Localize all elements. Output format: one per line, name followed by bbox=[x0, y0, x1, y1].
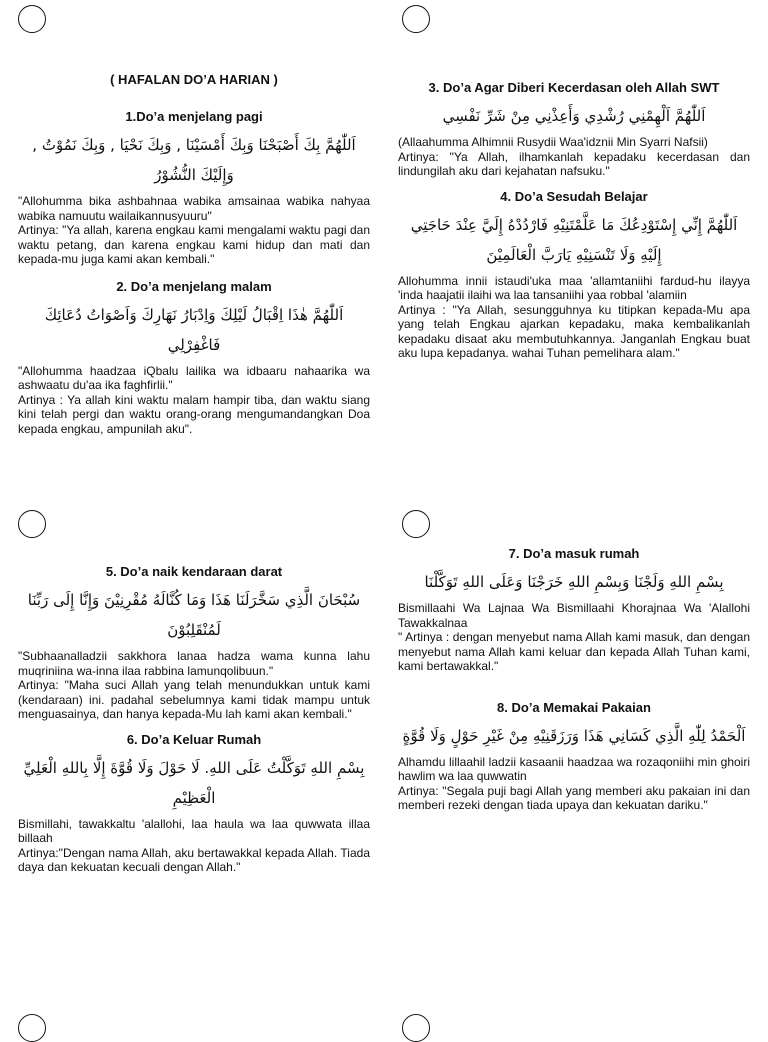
section-title: 6. Do’a Keluar Rumah bbox=[126, 731, 262, 747]
column-top-right bbox=[398, 80, 750, 361]
section-8 bbox=[398, 700, 750, 813]
section-latin: "Allohumma bika ashbahnaa wabika amsainaa wabika nahyaa wabika namuutu wailaikannusyuuru" bbox=[18, 194, 370, 223]
section-title: 5. Do’a naik kendaraan darat bbox=[105, 564, 283, 579]
section-1 bbox=[18, 109, 370, 267]
page-title: ( HAFALAN DO’A HARIAN ) bbox=[110, 72, 278, 87]
section-4 bbox=[398, 189, 750, 361]
section-title: 7. Do’a masuk rumah bbox=[508, 546, 640, 561]
section-translation: Artinya: "Segala puji bagi Allah yang memberi aku pakaian ini dan memberi rezeki dengan tiada upaya dan kekuatan dariku." bbox=[398, 783, 750, 812]
section-arabic: اَللّٰهُمَّ هٰذَا اِقْبَالُ لَيْلِكَ وَاِدْبَارُ نَهَارِكَ وَاَصْوَاتُ دُعَائِكَ فَاغْفِرْلِي bbox=[44, 305, 344, 354]
section-latin: (Allaahumma Alhimnii Rusydii Waa'idznii Min Syarri Nafsii) bbox=[398, 135, 708, 149]
section-2 bbox=[18, 279, 370, 437]
section-5 bbox=[18, 564, 370, 722]
section-latin: "Allohumma haadzaa iQbalu lailika wa idbaaru nahaarika wa ashwaatu du'aa ika faghfirlii." bbox=[18, 363, 370, 392]
hole-circle-middle-right bbox=[402, 510, 430, 538]
section-7 bbox=[398, 546, 750, 674]
section-latin: Bismillahi, tawakkaltu 'alallohi, laa haula wa laa quwwata illaa billaah bbox=[18, 816, 370, 845]
section-title: 8. Do’a Memakai Pakaian bbox=[497, 699, 651, 715]
section-translation: Artinya: "Maha suci Allah yang telah menundukkan untuk kami (kendaraan) ini. padahal sebelumnya kami tidak mampu untuk menguasainya, dan hanya kepada-Mu lah kami akan kembali." bbox=[18, 678, 370, 721]
section-translation: Artinya: "Ya Allah, ilhamkanlah kepadaku kecerdasan dan lindungilah aku dari kejahatan nafsuku." bbox=[398, 149, 750, 178]
section-arabic: بِسْمِ اللهِ وَلَجْنَا وَبِسْمِ اللهِ خَرَجْنَا وَعَلَى اللهِ تَوَكَّلْنَا bbox=[424, 573, 724, 591]
section-latin: "Subhaanalladzii sakkhora lanaa hadza wama kunna lahu muqriniina wa-inna ilaa rabbina lamunqolibuun." bbox=[18, 649, 370, 678]
section-latin: Alhamdu lillaahil ladzii kasaanii haadzaa wa rozaqoniihi min ghoiri hawlim wa laa quwwatin bbox=[398, 754, 750, 783]
hole-circle-bottom-right bbox=[402, 1014, 430, 1042]
section-latin: Allohumma innii istaudi'uka maa 'allamtaniihi fardud-hu ilayya 'inda haajatii ilaihi wa laa tansaniihi yaa robbal 'alamiin bbox=[398, 273, 750, 302]
hole-circle-top-left bbox=[18, 5, 46, 33]
column-bottom-left bbox=[18, 564, 370, 875]
section-translation: Artinya : Ya allah kini waktu malam hampir tiba, dan waktu siang kini telah pergi dan waktu orang-orang mengumandangkan Doa kepada engkau, ampunilah aku". bbox=[18, 392, 370, 436]
column-top-left bbox=[18, 72, 370, 436]
section-translation: " Artinya : dengan menyebut nama Allah kami masuk, dan dengan menyebut nama Allah kami keluar dan kepada Allah Tuhan kami, kami bertawakkal." bbox=[398, 630, 750, 673]
hole-circle-bottom-left bbox=[18, 1014, 46, 1042]
section-arabic: اَللّٰهُمَّ اَلْهِمْنِي رُشْدِي وَأَعِذْنِي مِنْ شَرِّ نَفْسِي bbox=[442, 107, 706, 125]
section-3 bbox=[398, 80, 750, 179]
section-translation: Artinya: "Ya allah, karena engkau kami mengalami waktu pagi dan waktu petang, dan karena engkau kami hidup dan mati dan kepada-mu juga kami akan kembali." bbox=[18, 223, 370, 266]
section-arabic: اَلْحَمْدُ لِلّٰهِ الَّذِي كَسَانِي هَذَا وَرَزَقَنِيْهِ مِنْ غَيْرِ حَوْلٍ وَلَا قُوَّةٍ bbox=[402, 726, 746, 745]
section-title: 2. Do’a menjelang malam bbox=[116, 278, 272, 294]
section-title: 4. Do’a Sesudah Belajar bbox=[500, 188, 648, 204]
section-latin: Bismillaahi Wa Lajnaa Wa Bismillaahi Khorajnaa Wa 'Alallohi Tawakkalnaa bbox=[398, 601, 750, 630]
section-arabic: بِسْمِ اللهِ تَوَكَّلْتُ عَلَى اللهِ. لَا حَوْلَ وَلَا قُوَّةَ إِلَّا بِاللهِ الْعَلِيِّ الْعَظِيْمِ bbox=[23, 758, 365, 807]
hole-circle-top-right bbox=[402, 5, 430, 33]
section-title: 3. Do’a Agar Diberi Kecerdasan oleh Allah SWT bbox=[428, 80, 720, 95]
hole-circle-middle-left bbox=[18, 510, 46, 538]
section-6 bbox=[18, 732, 370, 875]
section-translation: Artinya:"Dengan nama Allah, aku bertawakkal kepada Allah. Tiada daya dan kekuatan kecuali dengan Allah." bbox=[18, 845, 370, 874]
section-title: 1.Do’a menjelang pagi bbox=[125, 109, 263, 124]
section-translation: Artinya : "Ya Allah, sesungguhnya ku titipkan kepada-Mu apa yang telah Engkau ajarkan kepadaku, maka kembalikanlah kepadaku disaat aku membutuhkannya. Janganlah Engkau buat aku lupa kepadanya. wahai Tuhan pemelihara alam." bbox=[398, 302, 750, 360]
section-arabic: اَللّٰهُمَّ إِنِّي إِسْتَوْدِعُكَ مَا عَلَّمْتَنِيْهِ فَارْدُدْهُ إِلَيَّ عِنْدَ حَاجَتِي إِلَيْهِ وَلَا تَنْسَنِيْهِ يَارَبَّ الْعَالَمِيْنَ bbox=[410, 215, 738, 264]
section-arabic: اَللّٰهُمَّ بِكَ أَصْبَحْنَا وَبِكَ أَمْسَيْنَا , وَبِكَ نَحْيَا , وَبِكَ نَمُوْتُ , وَإِلَيْكَ النُّشُوْرُ bbox=[32, 136, 356, 184]
section-arabic: سُبْحَانَ الَّذِي سَخَّرَلَنَا هَذَا وَمَا كُنَّالَهُ مُقْرِنِيْنَ وَإِنَّا إِلَى رَبِّنَا لَمُنْقَلِبُوْنَ bbox=[27, 591, 361, 639]
column-bottom-right bbox=[398, 546, 750, 813]
